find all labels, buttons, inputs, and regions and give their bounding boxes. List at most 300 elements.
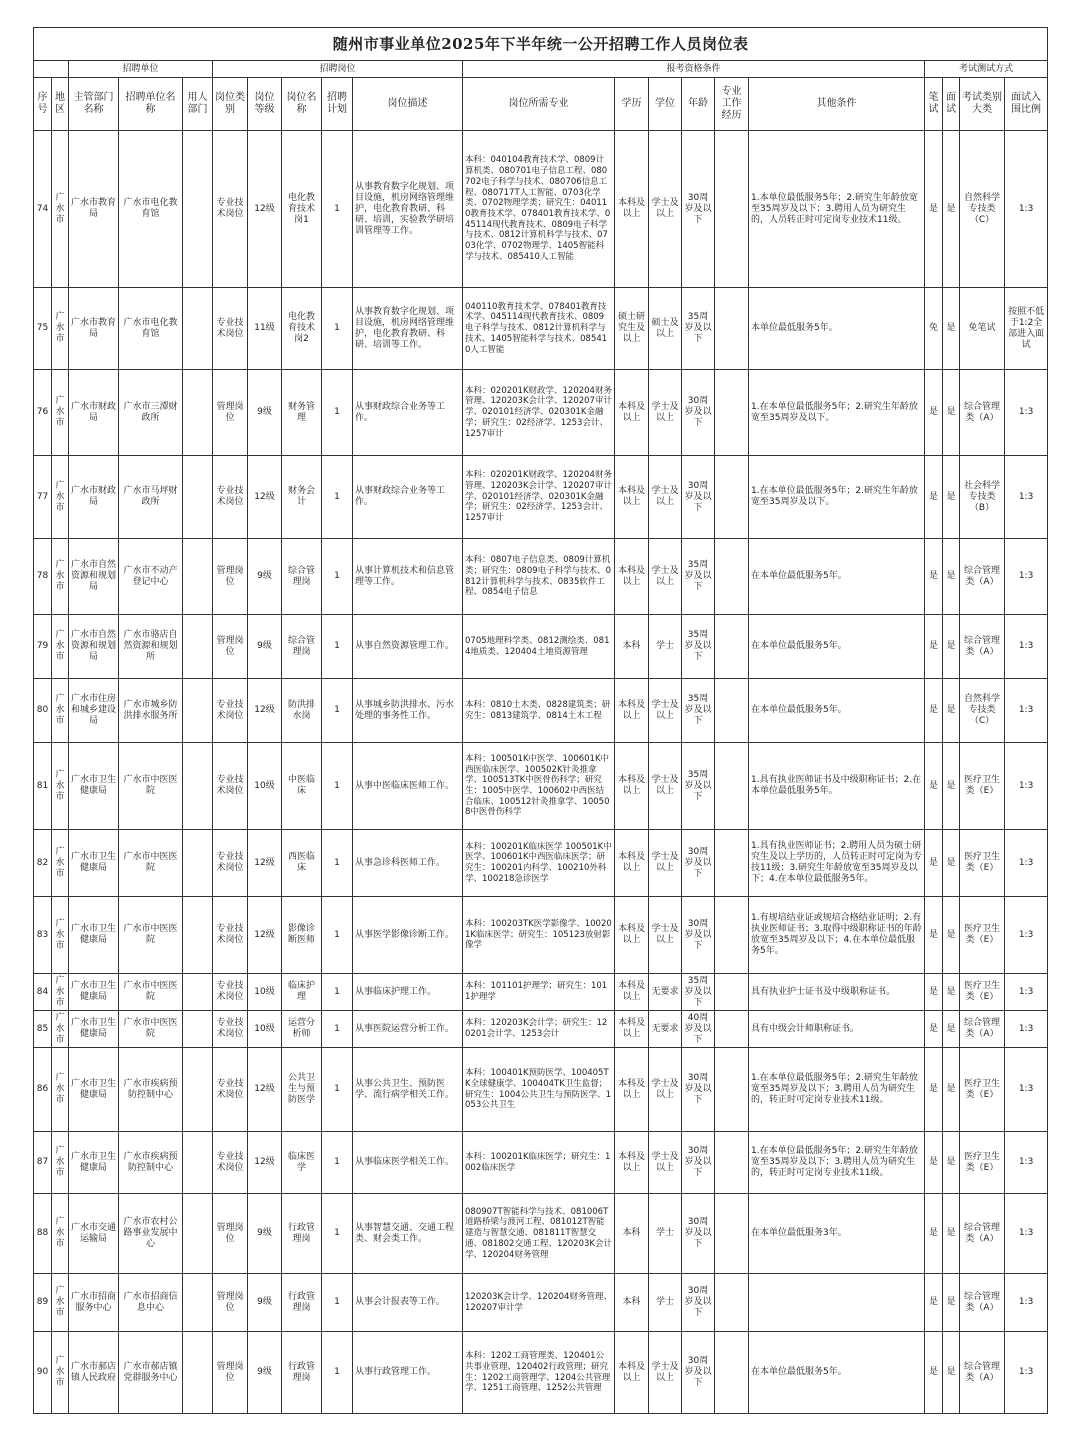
cell-unit: 广水市城乡防洪排水服务所 (119, 679, 183, 743)
table-row (34, 539, 1048, 615)
table-body (34, 131, 1048, 1414)
cell-ratio: 1:3 (1005, 615, 1048, 679)
cell-post-name: 财务会计 (282, 456, 322, 539)
cell-exam-cat: 综合管理类（A） (960, 370, 1005, 456)
col-header-employer: 用人部门 (183, 78, 213, 131)
col-header-degree: 学位 (649, 78, 682, 131)
cell-ratio: 1:3 (1005, 131, 1048, 288)
cell-employer (183, 830, 213, 897)
cell-plan: 1 (322, 1132, 353, 1194)
cell-written: 是 (925, 1194, 943, 1274)
cell-ratio: 按照不低于1:2全部进入面试 (1005, 288, 1048, 370)
cell-age: 30周岁及以下 (682, 1132, 715, 1194)
cell-major: 本科：100201K临床医学；研究生：1002临床医学 (463, 1132, 615, 1194)
cell-plan: 1 (322, 131, 353, 288)
cell-ratio: 1:3 (1005, 974, 1048, 1011)
cell-unit: 广水市疾病预防控制中心 (119, 1048, 183, 1132)
cell-grade: 9级 (248, 1274, 282, 1332)
cell-exam-cat: 医疗卫生类（E） (960, 1048, 1005, 1132)
cell-edu: 本科 (615, 1194, 649, 1274)
cell-plan: 1 (322, 897, 353, 974)
cell-exam-cat: 自然科学专技类（C） (960, 131, 1005, 288)
cell-post-type: 专业技术岗位 (213, 743, 248, 830)
table-row (34, 1011, 1048, 1048)
cell-region: 广水市 (52, 1011, 69, 1048)
cell-plan: 1 (322, 679, 353, 743)
cell-dept: 广水市卫生健康局 (69, 1048, 119, 1132)
cell-exp (715, 456, 749, 539)
cell-interview: 是 (943, 897, 960, 974)
cell-major: 本科：100201K临床医学 100501K中医学、100601K中西医临床医学；研究生：100201内科学、100210外科学、100218急诊医学 (463, 830, 615, 897)
cell-unit: 广水市中医医院 (119, 974, 183, 1011)
cell-ratio: 1:3 (1005, 1048, 1048, 1132)
group-header-qual: 报考资格条件 (463, 61, 925, 78)
cell-unit: 广水市中医医院 (119, 1011, 183, 1048)
cell-interview: 是 (943, 743, 960, 830)
cell-employer (183, 131, 213, 288)
cell-plan: 1 (322, 830, 353, 897)
col-header-post-type: 岗位类别 (213, 78, 248, 131)
cell-seq: 84 (34, 974, 52, 1011)
cell-desc: 从事财政综合业务等工作。 (353, 456, 463, 539)
cell-degree: 学士及以上 (649, 743, 682, 830)
cell-age: 30周岁及以下 (682, 131, 715, 288)
cell-edu: 本科及以上 (615, 370, 649, 456)
cell-exam-cat: 社会科学专技类（B） (960, 456, 1005, 539)
cell-region: 广水市 (52, 897, 69, 974)
cell-exam-cat: 免笔试 (960, 288, 1005, 370)
col-header-edu: 学历 (615, 78, 649, 131)
cell-post-name: 影像诊断医师 (282, 897, 322, 974)
cell-degree: 学士及以上 (649, 1048, 682, 1132)
cell-plan: 1 (322, 1011, 353, 1048)
cell-edu: 本科及以上 (615, 679, 649, 743)
cell-plan: 1 (322, 743, 353, 830)
cell-employer (183, 615, 213, 679)
cell-grade: 12级 (248, 131, 282, 288)
cell-post-name: 综合管理岗 (282, 539, 322, 615)
cell-interview: 是 (943, 830, 960, 897)
cell-desc: 从事城乡防洪排水、污水处理的事务性工作。 (353, 679, 463, 743)
job-table-sheet (33, 27, 1047, 1414)
cell-grade: 9级 (248, 615, 282, 679)
cell-plan: 1 (322, 1194, 353, 1274)
cell-employer (183, 288, 213, 370)
cell-plan: 1 (322, 370, 353, 456)
cell-desc: 从事公共卫生、预防医学、流行病学相关工作。 (353, 1048, 463, 1132)
cell-employer (183, 1132, 213, 1194)
cell-interview: 是 (943, 456, 960, 539)
cell-ratio: 1:3 (1005, 456, 1048, 539)
cell-post-type: 专业技术岗位 (213, 131, 248, 288)
cell-age: 35周岁及以下 (682, 615, 715, 679)
cell-dept: 广水市财政局 (69, 456, 119, 539)
cell-exp (715, 743, 749, 830)
cell-unit: 广水市农村公路事业发展中心 (119, 1194, 183, 1274)
cell-unit: 广水市马坪财政所 (119, 456, 183, 539)
col-header-dept: 主管部门名称 (69, 78, 119, 131)
cell-degree: 学士及以上 (649, 897, 682, 974)
cell-unit: 广水市三潭财政所 (119, 370, 183, 456)
cell-written: 是 (925, 743, 943, 830)
cell-seq: 74 (34, 131, 52, 288)
cell-written: 是 (925, 830, 943, 897)
cell-degree: 无要求 (649, 1011, 682, 1048)
col-header-grade: 岗位等级 (248, 78, 282, 131)
table-row (34, 1194, 1048, 1274)
cell-age: 30周岁及以下 (682, 830, 715, 897)
cell-other: 在本单位最低服务5年。 (749, 539, 925, 615)
cell-post-name: 西医临床 (282, 830, 322, 897)
cell-region: 广水市 (52, 1274, 69, 1332)
cell-post-type: 管理岗位 (213, 1274, 248, 1332)
group-header-unit: 招聘单位 (69, 61, 213, 78)
cell-seq: 86 (34, 1048, 52, 1132)
cell-other: 本单位最低服务5年。 (749, 288, 925, 370)
cell-interview: 是 (943, 1048, 960, 1132)
cell-ratio: 1:3 (1005, 679, 1048, 743)
cell-other: 在本单位最低服务5年。 (749, 615, 925, 679)
cell-exam-cat: 医疗卫生类（E） (960, 897, 1005, 974)
cell-post-name: 综合管理岗 (282, 615, 322, 679)
cell-dept: 广水市卫生健康局 (69, 1011, 119, 1048)
cell-written: 是 (925, 1332, 943, 1414)
cell-exam-cat: 医疗卫生类（E） (960, 1132, 1005, 1194)
cell-age: 35周岁及以下 (682, 743, 715, 830)
cell-edu: 本科及以上 (615, 1048, 649, 1132)
cell-desc: 从事医学影像诊断工作。 (353, 897, 463, 974)
cell-major: 本科：020201K财政学、120204财务管理、120203K会计学、120207审计学、020101经济学、020301K金融学；研究生：02经济学、1253会计、1257审计 (463, 370, 615, 456)
cell-exp (715, 370, 749, 456)
cell-major: 本科：040104教育技术学、0809计算机类、080701电子信息工程、080702电子科学与技术、080706信息工程、080717T人工智能、0703化学类、0702物理学类；研究生：040110教育技术学、078401教育技术学、045114现代教育技术、0809电子科学与技术、0812计算机科学与技术、0703化学、0702物理学、1405智能科学与技术、085410人工智能 (463, 131, 615, 288)
cell-grade: 9级 (248, 370, 282, 456)
cell-edu: 本科 (615, 1274, 649, 1332)
cell-grade: 9级 (248, 1332, 282, 1414)
cell-dept: 广水市卫生健康局 (69, 1132, 119, 1194)
col-header-exam-cat: 考试类别大类 (960, 78, 1005, 131)
cell-seq: 83 (34, 897, 52, 974)
cell-exp (715, 539, 749, 615)
col-header-post-name: 岗位名称 (282, 78, 322, 131)
cell-age: 30周岁及以下 (682, 1194, 715, 1274)
cell-grade: 12级 (248, 1048, 282, 1132)
cell-exp (715, 1274, 749, 1332)
cell-post-type: 管理岗位 (213, 1332, 248, 1414)
cell-dept: 广水市卫生健康局 (69, 897, 119, 974)
cell-exp (715, 1332, 749, 1414)
cell-degree: 硕士及以上 (649, 288, 682, 370)
col-header-plan: 招聘计划 (322, 78, 353, 131)
table-row (34, 1048, 1048, 1132)
cell-dept: 广水市卫生健康局 (69, 743, 119, 830)
cell-region: 广水市 (52, 1332, 69, 1414)
cell-seq: 88 (34, 1194, 52, 1274)
col-header-seq: 序号 (34, 78, 52, 131)
cell-employer (183, 1332, 213, 1414)
cell-plan: 1 (322, 1274, 353, 1332)
cell-dept: 广水市财政局 (69, 370, 119, 456)
cell-other: 具有执业护士证书及中级职称证书。 (749, 974, 925, 1011)
cell-post-type: 专业技术岗位 (213, 456, 248, 539)
cell-post-name: 临床医学 (282, 1132, 322, 1194)
cell-edu: 本科及以上 (615, 743, 649, 830)
cell-ratio: 1:3 (1005, 1332, 1048, 1414)
cell-dept: 广水市卫生健康局 (69, 830, 119, 897)
cell-post-name: 临床护理 (282, 974, 322, 1011)
cell-exam-cat: 自然科学专技类（C） (960, 679, 1005, 743)
cell-post-name: 行政管理岗 (282, 1332, 322, 1414)
cell-edu: 本科及以上 (615, 539, 649, 615)
cell-written: 是 (925, 679, 943, 743)
cell-employer (183, 1011, 213, 1048)
col-header-unit: 招聘单位名称 (119, 78, 183, 131)
cell-degree: 学士及以上 (649, 830, 682, 897)
cell-grade: 10级 (248, 743, 282, 830)
cell-grade: 10级 (248, 1011, 282, 1048)
cell-interview: 是 (943, 1332, 960, 1414)
cell-edu: 本科及以上 (615, 830, 649, 897)
cell-major: 本科：100401K预防医学、100405TK全球健康学、100404TK卫生监督；研究生：1004公共卫生与预防医学、1053公共卫生 (463, 1048, 615, 1132)
cell-major: 本科：120203K会计学；研究生：120201会计学、1253会计 (463, 1011, 615, 1048)
cell-employer (183, 1194, 213, 1274)
cell-desc: 从事中医临床医师工作。 (353, 743, 463, 830)
cell-region: 广水市 (52, 370, 69, 456)
cell-grade: 10级 (248, 974, 282, 1011)
cell-degree: 学士及以上 (649, 679, 682, 743)
cell-age: 30周岁及以下 (682, 456, 715, 539)
cell-ratio: 1:3 (1005, 743, 1048, 830)
cell-region: 广水市 (52, 1194, 69, 1274)
cell-desc: 从事教育数字化规划、项目设施，机房网络管理维护，电化教育教研、科研、培训，实验教学研培训管理等工作。 (353, 131, 463, 288)
cell-exam-cat: 综合管理类（A） (960, 1274, 1005, 1332)
cell-post-type: 专业技术岗位 (213, 1048, 248, 1132)
cell-ratio: 1:3 (1005, 830, 1048, 897)
cell-major: 0705地理科学类、0812测绘类、0814地质类、120404土地资源管理 (463, 615, 615, 679)
cell-employer (183, 1048, 213, 1132)
cell-dept: 广水市招商服务中心 (69, 1274, 119, 1332)
cell-written: 是 (925, 1274, 943, 1332)
cell-unit: 广水市招商信息中心 (119, 1274, 183, 1332)
cell-ratio: 1:3 (1005, 539, 1048, 615)
col-header-written: 笔试 (925, 78, 943, 131)
cell-exp (715, 1132, 749, 1194)
table-row (34, 1274, 1048, 1332)
cell-major: 080907T智能科学与技术、081006T道路桥梁与渡河工程、081012T智能建造与智慧交通、081811T智慧交通、081802交通工程、120203K会计学、120204财务管理 (463, 1194, 615, 1274)
cell-post-name: 电化教育技术岗2 (282, 288, 322, 370)
cell-exam-cat: 医疗卫生类（E） (960, 974, 1005, 1011)
cell-employer (183, 897, 213, 974)
cell-desc: 从事临床医学相关工作。 (353, 1132, 463, 1194)
cell-grade: 9级 (248, 1194, 282, 1274)
cell-other: 1.有规培结业证或规培合格结业证明；2.有执业医师证书；3.取得中级职称证书的年龄放宽至35周岁及以下；4.在本单位最低服务5年。 (749, 897, 925, 974)
cell-employer (183, 974, 213, 1011)
cell-unit: 广水市中医医院 (119, 743, 183, 830)
cell-seq: 76 (34, 370, 52, 456)
cell-dept: 广水市教育局 (69, 288, 119, 370)
cell-written: 免 (925, 288, 943, 370)
table-row (34, 679, 1048, 743)
cell-ratio: 1:3 (1005, 1132, 1048, 1194)
col-header-ratio: 面试入围比例 (1005, 78, 1048, 131)
cell-exp (715, 974, 749, 1011)
cell-region: 广水市 (52, 131, 69, 288)
col-header-other: 其他条件 (749, 78, 925, 131)
cell-ratio: 1:3 (1005, 1194, 1048, 1274)
cell-region: 广水市 (52, 1048, 69, 1132)
cell-interview: 是 (943, 615, 960, 679)
cell-plan: 1 (322, 288, 353, 370)
cell-exp (715, 830, 749, 897)
cell-exp (715, 897, 749, 974)
cell-seq: 78 (34, 539, 52, 615)
cell-interview: 是 (943, 370, 960, 456)
cell-grade: 9级 (248, 539, 282, 615)
cell-seq: 80 (34, 679, 52, 743)
cell-unit: 广水市郝店镇党群服务中心 (119, 1332, 183, 1414)
cell-exp (715, 679, 749, 743)
cell-unit: 广水市电化教育馆 (119, 131, 183, 288)
group-header-post: 招聘岗位 (213, 61, 463, 78)
cell-post-type: 专业技术岗位 (213, 897, 248, 974)
cell-seq: 90 (34, 1332, 52, 1414)
cell-seq: 79 (34, 615, 52, 679)
cell-other: 1.在本单位最低服务5年；2.研究生年龄放宽至35周岁及以下；3.聘用人员为研究生的，转正时可定岗专业技术11级。 (749, 1048, 925, 1132)
cell-dept: 广水市教育局 (69, 131, 119, 288)
cell-age: 30周岁及以下 (682, 370, 715, 456)
cell-post-name: 防洪排水岗 (282, 679, 322, 743)
cell-dept: 广水市自然资源和规划局 (69, 539, 119, 615)
table-row (34, 288, 1048, 370)
cell-written: 是 (925, 974, 943, 1011)
cell-other: 在本单位最低服务5年。 (749, 679, 925, 743)
cell-desc: 从事计算机技术和信息管理等工作。 (353, 539, 463, 615)
page-title: 随州市事业单位2025年下半年统一公开招聘工作人员岗位表 (34, 28, 1048, 61)
cell-dept: 广水市交通运输局 (69, 1194, 119, 1274)
table-row (34, 370, 1048, 456)
cell-interview: 是 (943, 539, 960, 615)
table-row (34, 131, 1048, 288)
cell-desc: 从事行政管理工作。 (353, 1332, 463, 1414)
cell-employer (183, 370, 213, 456)
cell-exp (715, 131, 749, 288)
cell-post-type: 专业技术岗位 (213, 288, 248, 370)
cell-written: 是 (925, 1132, 943, 1194)
cell-plan: 1 (322, 539, 353, 615)
cell-age: 35周岁及以下 (682, 679, 715, 743)
cell-region: 广水市 (52, 539, 69, 615)
table-row (34, 897, 1048, 974)
table-row (34, 974, 1048, 1011)
cell-edu: 本科及以上 (615, 131, 649, 288)
cell-written: 是 (925, 615, 943, 679)
cell-interview: 是 (943, 1011, 960, 1048)
table-row (34, 615, 1048, 679)
cell-region: 广水市 (52, 456, 69, 539)
cell-post-type: 专业技术岗位 (213, 1132, 248, 1194)
cell-interview: 是 (943, 1274, 960, 1332)
cell-post-name: 财务管理 (282, 370, 322, 456)
cell-exam-cat: 综合管理类（A） (960, 1332, 1005, 1414)
cell-employer (183, 1274, 213, 1332)
cell-post-type: 专业技术岗位 (213, 830, 248, 897)
cell-region: 广水市 (52, 615, 69, 679)
cell-grade: 12级 (248, 897, 282, 974)
cell-written: 是 (925, 370, 943, 456)
cell-ratio: 1:3 (1005, 1011, 1048, 1048)
cell-exp (715, 288, 749, 370)
cell-other: 在本单位最低服务3年。 (749, 1194, 925, 1274)
cell-written: 是 (925, 539, 943, 615)
cell-grade: 11级 (248, 288, 282, 370)
cell-edu: 本科及以上 (615, 456, 649, 539)
cell-region: 广水市 (52, 974, 69, 1011)
cell-degree: 学士及以上 (649, 1332, 682, 1414)
cell-other: 1.在本单位最低服务5年；2.研究生年龄放宽至35周岁及以下。 (749, 456, 925, 539)
cell-major: 040110教育技术学、078401教育技术学、045114现代教育技术、0809电子科学与技术、0812计算机科学与技术、1405智能科学与技术、085410人工智能 (463, 288, 615, 370)
cell-employer (183, 679, 213, 743)
cell-grade: 12级 (248, 456, 282, 539)
cell-ratio: 1:3 (1005, 1274, 1048, 1332)
cell-exam-cat: 综合管理类（A） (960, 1011, 1005, 1048)
cell-age: 40周岁及以下 (682, 1011, 715, 1048)
cell-degree: 无要求 (649, 974, 682, 1011)
cell-dept: 广水市自然资源和规划局 (69, 615, 119, 679)
cell-exp (715, 1048, 749, 1132)
cell-grade: 12级 (248, 679, 282, 743)
cell-written: 是 (925, 1048, 943, 1132)
cell-interview: 是 (943, 288, 960, 370)
cell-degree: 学士及以上 (649, 1132, 682, 1194)
cell-major: 本科：100501K中医学、100601K中西医临床医学、100502K针灸推拿学、100513TK中医骨伤科学；研究生：1005中医学、100602中西医结合临床、100512针灸推拿学、100508中医骨伤科学 (463, 743, 615, 830)
cell-age: 30周岁及以下 (682, 1048, 715, 1132)
cell-desc: 从事自然资源管理工作。 (353, 615, 463, 679)
cell-written: 是 (925, 897, 943, 974)
cell-unit: 广水市中医医院 (119, 897, 183, 974)
cell-post-type: 专业技术岗位 (213, 974, 248, 1011)
group-blank (34, 61, 69, 78)
cell-seq: 82 (34, 830, 52, 897)
cell-desc: 从事医院运营分析工作。 (353, 1011, 463, 1048)
cell-edu: 本科及以上 (615, 1011, 649, 1048)
cell-exam-cat: 综合管理类（A） (960, 615, 1005, 679)
cell-unit: 广水市骆店自然资源和规划所 (119, 615, 183, 679)
cell-post-type: 管理岗位 (213, 539, 248, 615)
cell-unit: 广水市不动产登记中心 (119, 539, 183, 615)
cell-plan: 1 (322, 1332, 353, 1414)
cell-desc: 从事财政综合业务等工作。 (353, 370, 463, 456)
cell-region: 广水市 (52, 1132, 69, 1194)
cell-edu: 本科及以上 (615, 1132, 649, 1194)
cell-post-name: 行政管理岗 (282, 1274, 322, 1332)
table-row (34, 743, 1048, 830)
cell-seq: 81 (34, 743, 52, 830)
cell-other: 1.在本单位最低服务5年；2.研究生年龄放宽至35周岁及以下。 (749, 370, 925, 456)
cell-other: 在本单位最低服务5年。 (749, 1332, 925, 1414)
cell-degree: 学士 (649, 615, 682, 679)
cell-major: 本科：100203TK医学影像学、100201K临床医学；研究生：105123放射影像学 (463, 897, 615, 974)
cell-ratio: 1:3 (1005, 370, 1048, 456)
cell-dept: 广水市卫生健康局 (69, 974, 119, 1011)
cell-exam-cat: 医疗卫生类（E） (960, 830, 1005, 897)
cell-age: 35周岁及以下 (682, 288, 715, 370)
cell-region: 广水市 (52, 743, 69, 830)
cell-desc: 从事教育数字化规划、项目设施，机房网络管理维护，电化教育教研、科研、培训等工作。 (353, 288, 463, 370)
cell-post-name: 电化教育技术岗1 (282, 131, 322, 288)
cell-post-name: 公共卫生与预防医学 (282, 1048, 322, 1132)
col-header-region: 地区 (52, 78, 69, 131)
group-header-exam: 考试测试方式 (925, 61, 1048, 78)
cell-region: 广水市 (52, 288, 69, 370)
